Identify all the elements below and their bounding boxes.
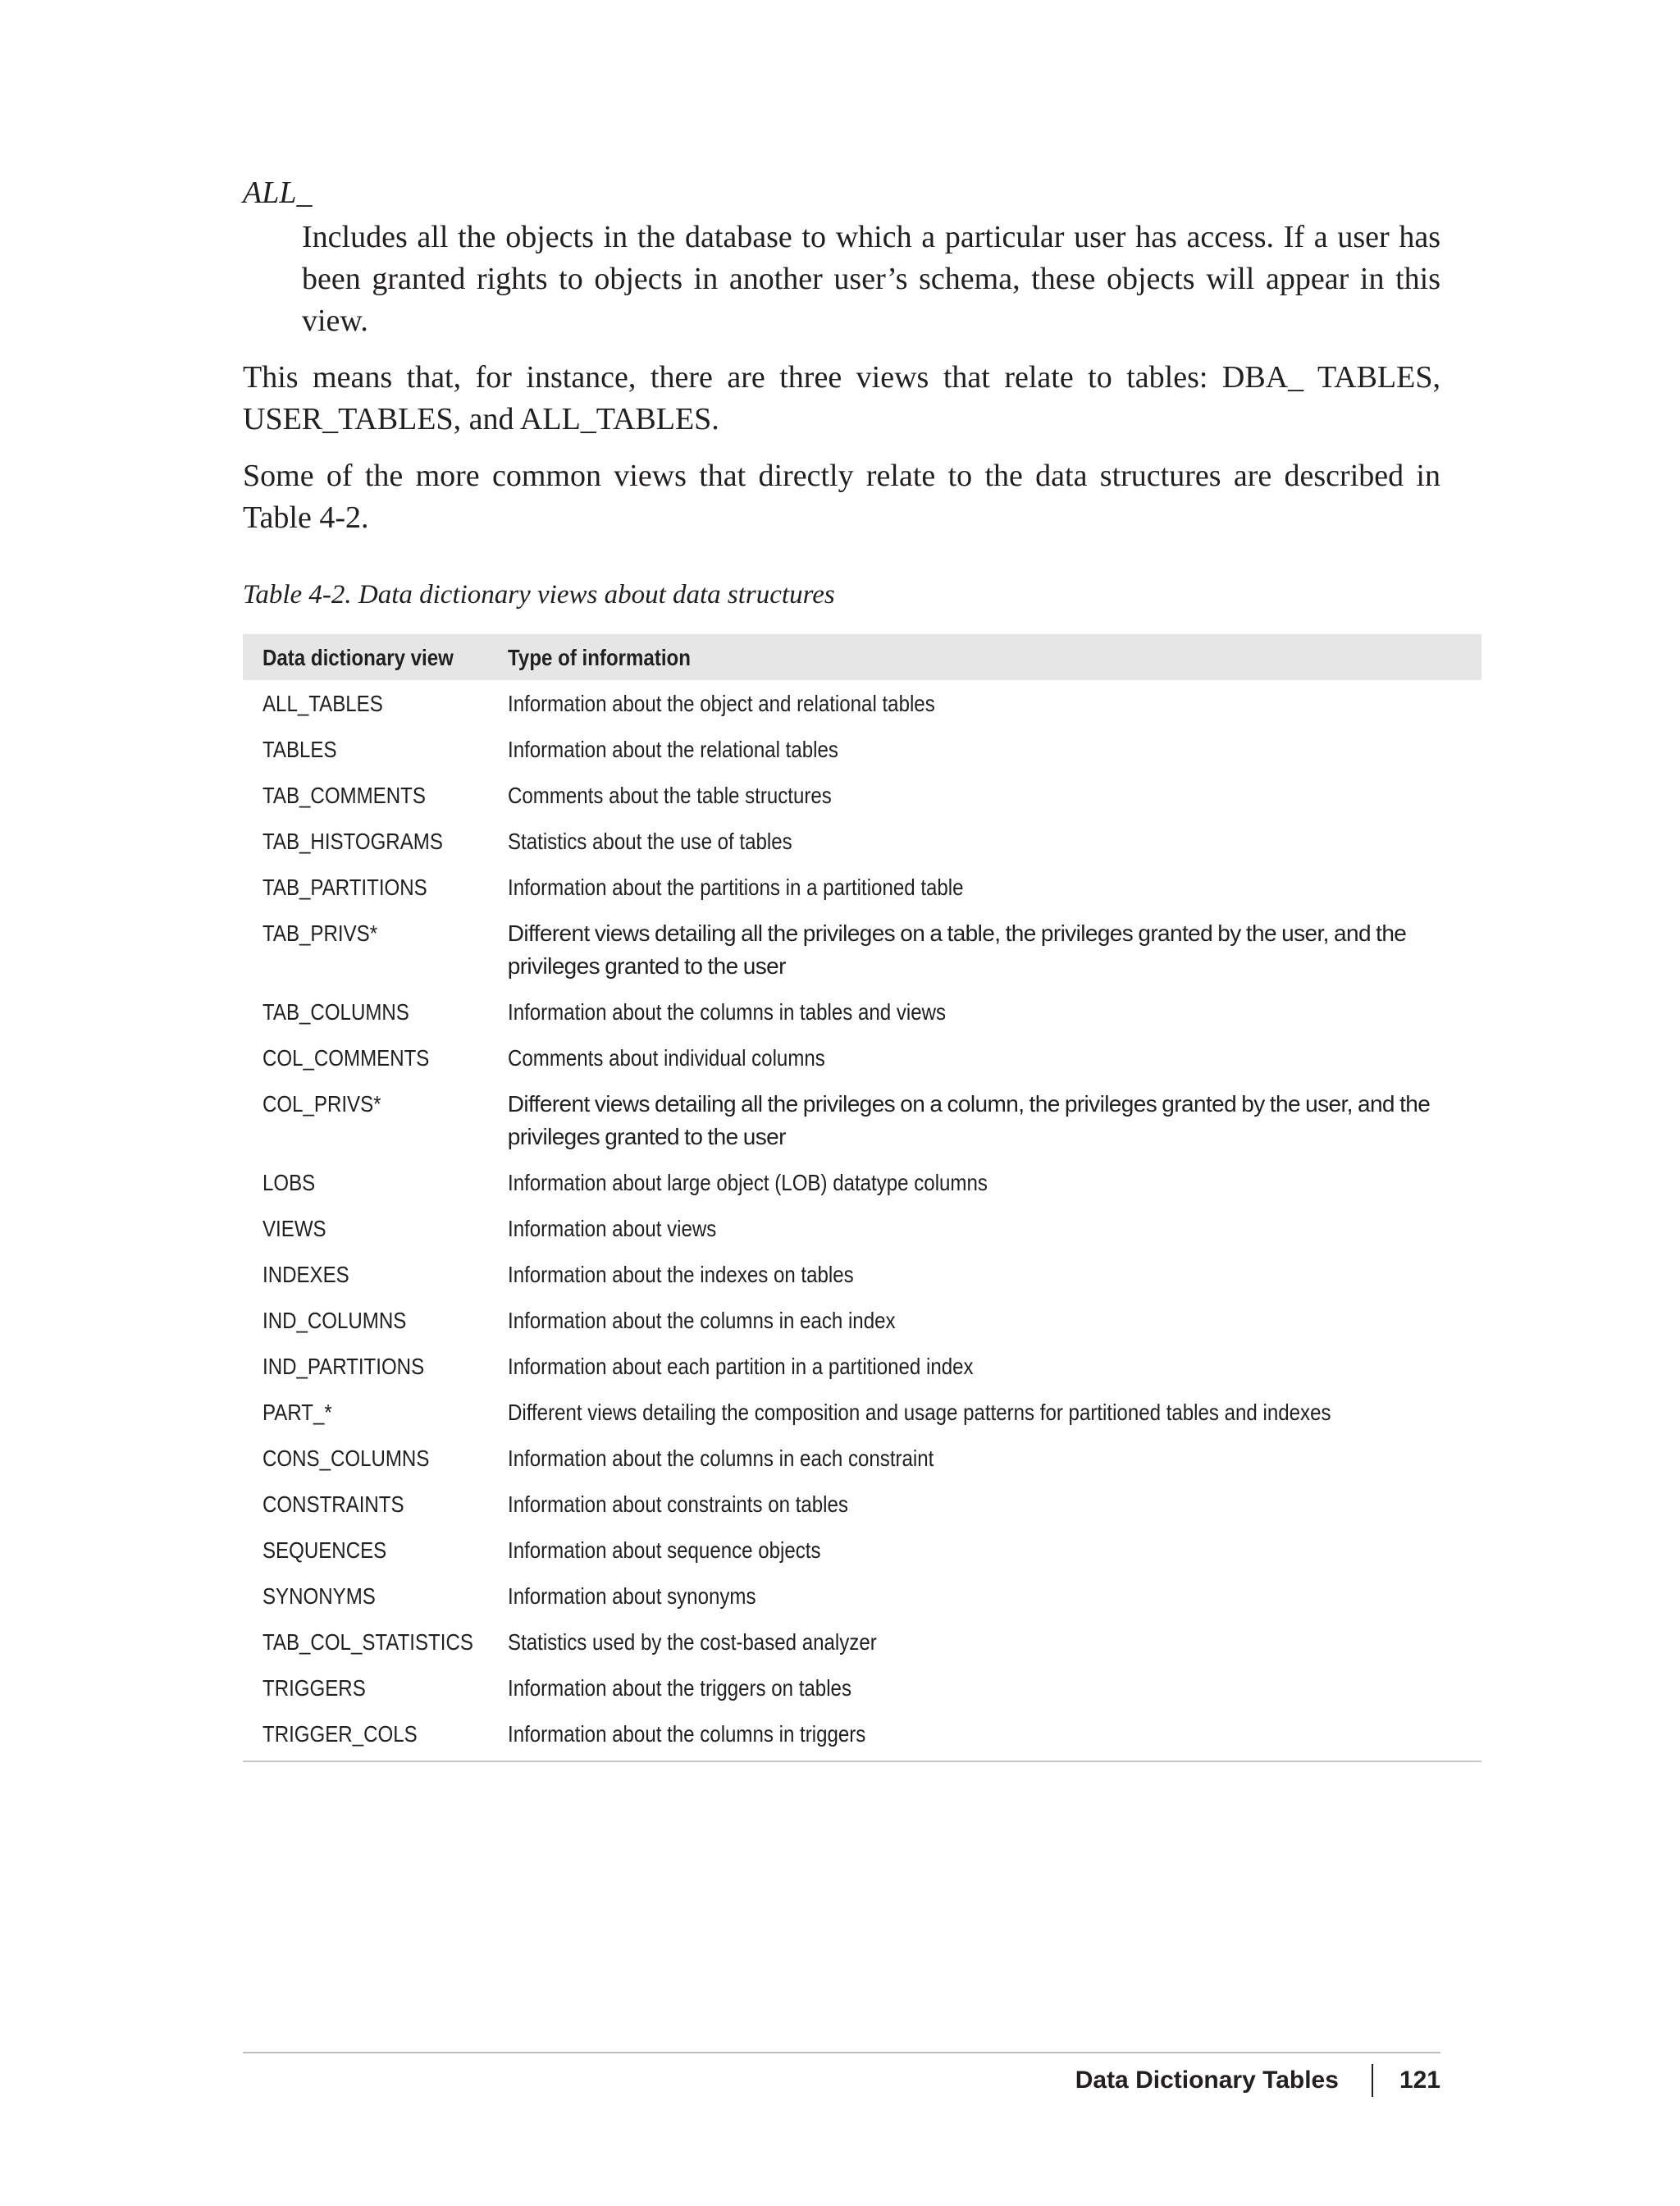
view-name-cell (243, 1665, 508, 1710)
view-name: SYNONYMS (262, 1583, 376, 1609)
view-name: CONS_COLUMNS (262, 1446, 430, 1471)
info-cell (508, 726, 1481, 772)
info-text: Information about large object (LOB) datatype columns (507, 1170, 988, 1195)
info-text: Information about constraints on tables (507, 1491, 848, 1517)
info-text: Statistics about the use of tables (507, 829, 792, 854)
info-cell (508, 1034, 1481, 1080)
view-name: TAB_COMMENTS (262, 783, 426, 808)
table-body (243, 680, 1481, 1761)
info-cell (508, 1297, 1481, 1343)
table-row (243, 989, 1481, 1034)
table-row (243, 1159, 1481, 1205)
info-cell (508, 1389, 1481, 1435)
table-row (243, 1481, 1481, 1527)
table-row (243, 1665, 1481, 1710)
info-text: Information about the columns in each index (507, 1308, 896, 1333)
view-name: IND_COLUMNS (262, 1308, 407, 1333)
info-text: Different views detailing the composition and usage patterns for partitioned tables and indexes (507, 1400, 1331, 1425)
table-caption: Table 4-2. Data dictionary views about data structures (243, 580, 835, 610)
data-dictionary-table (243, 634, 1481, 1762)
view-name-cell (243, 1034, 508, 1080)
view-name-cell (243, 680, 508, 726)
info-text: Information about synonyms (507, 1583, 756, 1609)
info-cell (508, 1573, 1481, 1619)
info-cell (508, 910, 1481, 989)
footer-section-title: Data Dictionary Tables (1075, 2067, 1339, 2094)
view-name-cell (243, 1205, 508, 1251)
table-row (243, 726, 1481, 772)
page-number: 121 (1399, 2067, 1440, 2094)
paragraph: Some of the more common views that directly relate to the data structures are described in Table 4-2. (243, 459, 1440, 535)
view-name: TAB_HISTOGRAMS (262, 829, 443, 854)
info-text: Different views detailing all the privileges on a table, the privileges granted by the user, and the privileges granted to the user (507, 920, 1407, 979)
view-name: LOBS (262, 1170, 316, 1195)
view-name-cell (243, 1389, 508, 1435)
view-name-cell (243, 1481, 508, 1527)
page-body (243, 164, 1440, 1762)
table-row (243, 1343, 1481, 1389)
column-header (243, 634, 508, 680)
info-text: Information about the partitions in a partitioned table (507, 875, 964, 900)
info-cell (508, 1251, 1481, 1297)
view-name-cell (243, 1619, 508, 1665)
info-text: Information about the columns in triggers (507, 1721, 866, 1747)
footer-divider (243, 2052, 1440, 2053)
view-name: SEQUENCES (262, 1537, 387, 1563)
view-name-cell (243, 1710, 508, 1761)
table-row (243, 818, 1481, 864)
info-cell (508, 772, 1481, 818)
view-name: TRIGGER_COLS (262, 1721, 418, 1747)
view-name-cell (243, 1573, 508, 1619)
column-header (508, 634, 1481, 680)
info-text: Information about views (507, 1216, 717, 1241)
table-row (243, 1297, 1481, 1343)
info-text: Comments about individual columns (507, 1045, 825, 1071)
view-name-cell (243, 1297, 508, 1343)
definition-term: ALL_ (243, 176, 313, 210)
info-text: Information about each partition in a partitioned index (507, 1354, 974, 1379)
info-cell (508, 1159, 1481, 1205)
view-name-cell (243, 1080, 508, 1159)
info-cell (508, 989, 1481, 1034)
info-cell (508, 1481, 1481, 1527)
info-cell (508, 1710, 1481, 1761)
view-name-cell (243, 1527, 508, 1573)
table-row (243, 1034, 1481, 1080)
info-cell (508, 1619, 1481, 1665)
table-row (243, 772, 1481, 818)
view-name: CONSTRAINTS (262, 1491, 404, 1517)
info-text: Information about the columns in each constraint (507, 1446, 934, 1471)
paragraph: This means that, for instance, there are three views that relate to tables: DBA_ TABLES, USER_TABLES, and ALL_TABLES. (243, 360, 1440, 436)
table-row (243, 680, 1481, 726)
info-cell (508, 1343, 1481, 1389)
view-name: TAB_PRIVS* (262, 920, 378, 946)
view-name: TAB_PARTITIONS (262, 875, 427, 900)
table-header-row (243, 634, 1481, 680)
info-text: Information about sequence objects (507, 1537, 821, 1563)
view-name: IND_PARTITIONS (262, 1354, 425, 1379)
view-name-cell (243, 1251, 508, 1297)
table-row (243, 1251, 1481, 1297)
table-row (243, 1205, 1481, 1251)
view-name-cell (243, 864, 508, 910)
table-row (243, 1080, 1481, 1159)
view-name-cell (243, 818, 508, 864)
view-name: TAB_COLUMNS (262, 999, 409, 1025)
table-row (243, 1619, 1481, 1665)
definition-text: Includes all the objects in the database to which a particular user has access. If a user has been granted rights to objects in another user’s schema, these objects will appear in this view. (302, 220, 1440, 338)
table-row (243, 1710, 1481, 1761)
info-text: Different views detailing all the privileges on a column, the privileges granted by the user, and the privileges granted to the user (507, 1091, 1431, 1149)
info-text: Information about the indexes on tables (507, 1262, 854, 1287)
info-cell (508, 680, 1481, 726)
info-text: Information about the relational tables (507, 737, 838, 762)
column-header-label: Data dictionary view (262, 645, 454, 670)
table-row (243, 1389, 1481, 1435)
view-name: ALL_TABLES (262, 691, 383, 716)
view-name-cell (243, 1435, 508, 1481)
view-name-cell (243, 910, 508, 989)
info-text: Statistics used by the cost-based analyzer (507, 1629, 877, 1655)
info-text: Information about the triggers on tables (507, 1675, 851, 1701)
info-text: Comments about the table structures (507, 783, 832, 808)
view-name: TRIGGERS (262, 1675, 366, 1701)
view-name: TABLES (262, 737, 337, 762)
view-name: COL_PRIVS* (262, 1091, 381, 1117)
view-name: VIEWS (262, 1216, 326, 1241)
view-name-cell (243, 989, 508, 1034)
footer-separator (1372, 2064, 1373, 2097)
table-row (243, 910, 1481, 989)
view-name-cell (243, 772, 508, 818)
view-name: COL_COMMENTS (262, 1045, 430, 1071)
info-cell (508, 1205, 1481, 1251)
info-cell (508, 864, 1481, 910)
info-cell (508, 1080, 1481, 1159)
info-cell (508, 818, 1481, 864)
table-row (243, 1573, 1481, 1619)
info-text: Information about the object and relational tables (507, 691, 935, 716)
view-name: TAB_COL_STATISTICS (262, 1629, 473, 1655)
table-row (243, 1435, 1481, 1481)
view-name: INDEXES (262, 1262, 349, 1287)
info-cell (508, 1665, 1481, 1710)
view-name-cell (243, 1343, 508, 1389)
view-name-cell (243, 726, 508, 772)
info-text: Information about the columns in tables and views (507, 999, 946, 1025)
table-row (243, 864, 1481, 910)
column-header-label: Type of information (507, 645, 691, 670)
info-cell (508, 1435, 1481, 1481)
table-row (243, 1527, 1481, 1573)
info-cell (508, 1527, 1481, 1573)
view-name-cell (243, 1159, 508, 1205)
view-name: PART_* (262, 1400, 332, 1425)
page-footer (1075, 2056, 1440, 2105)
